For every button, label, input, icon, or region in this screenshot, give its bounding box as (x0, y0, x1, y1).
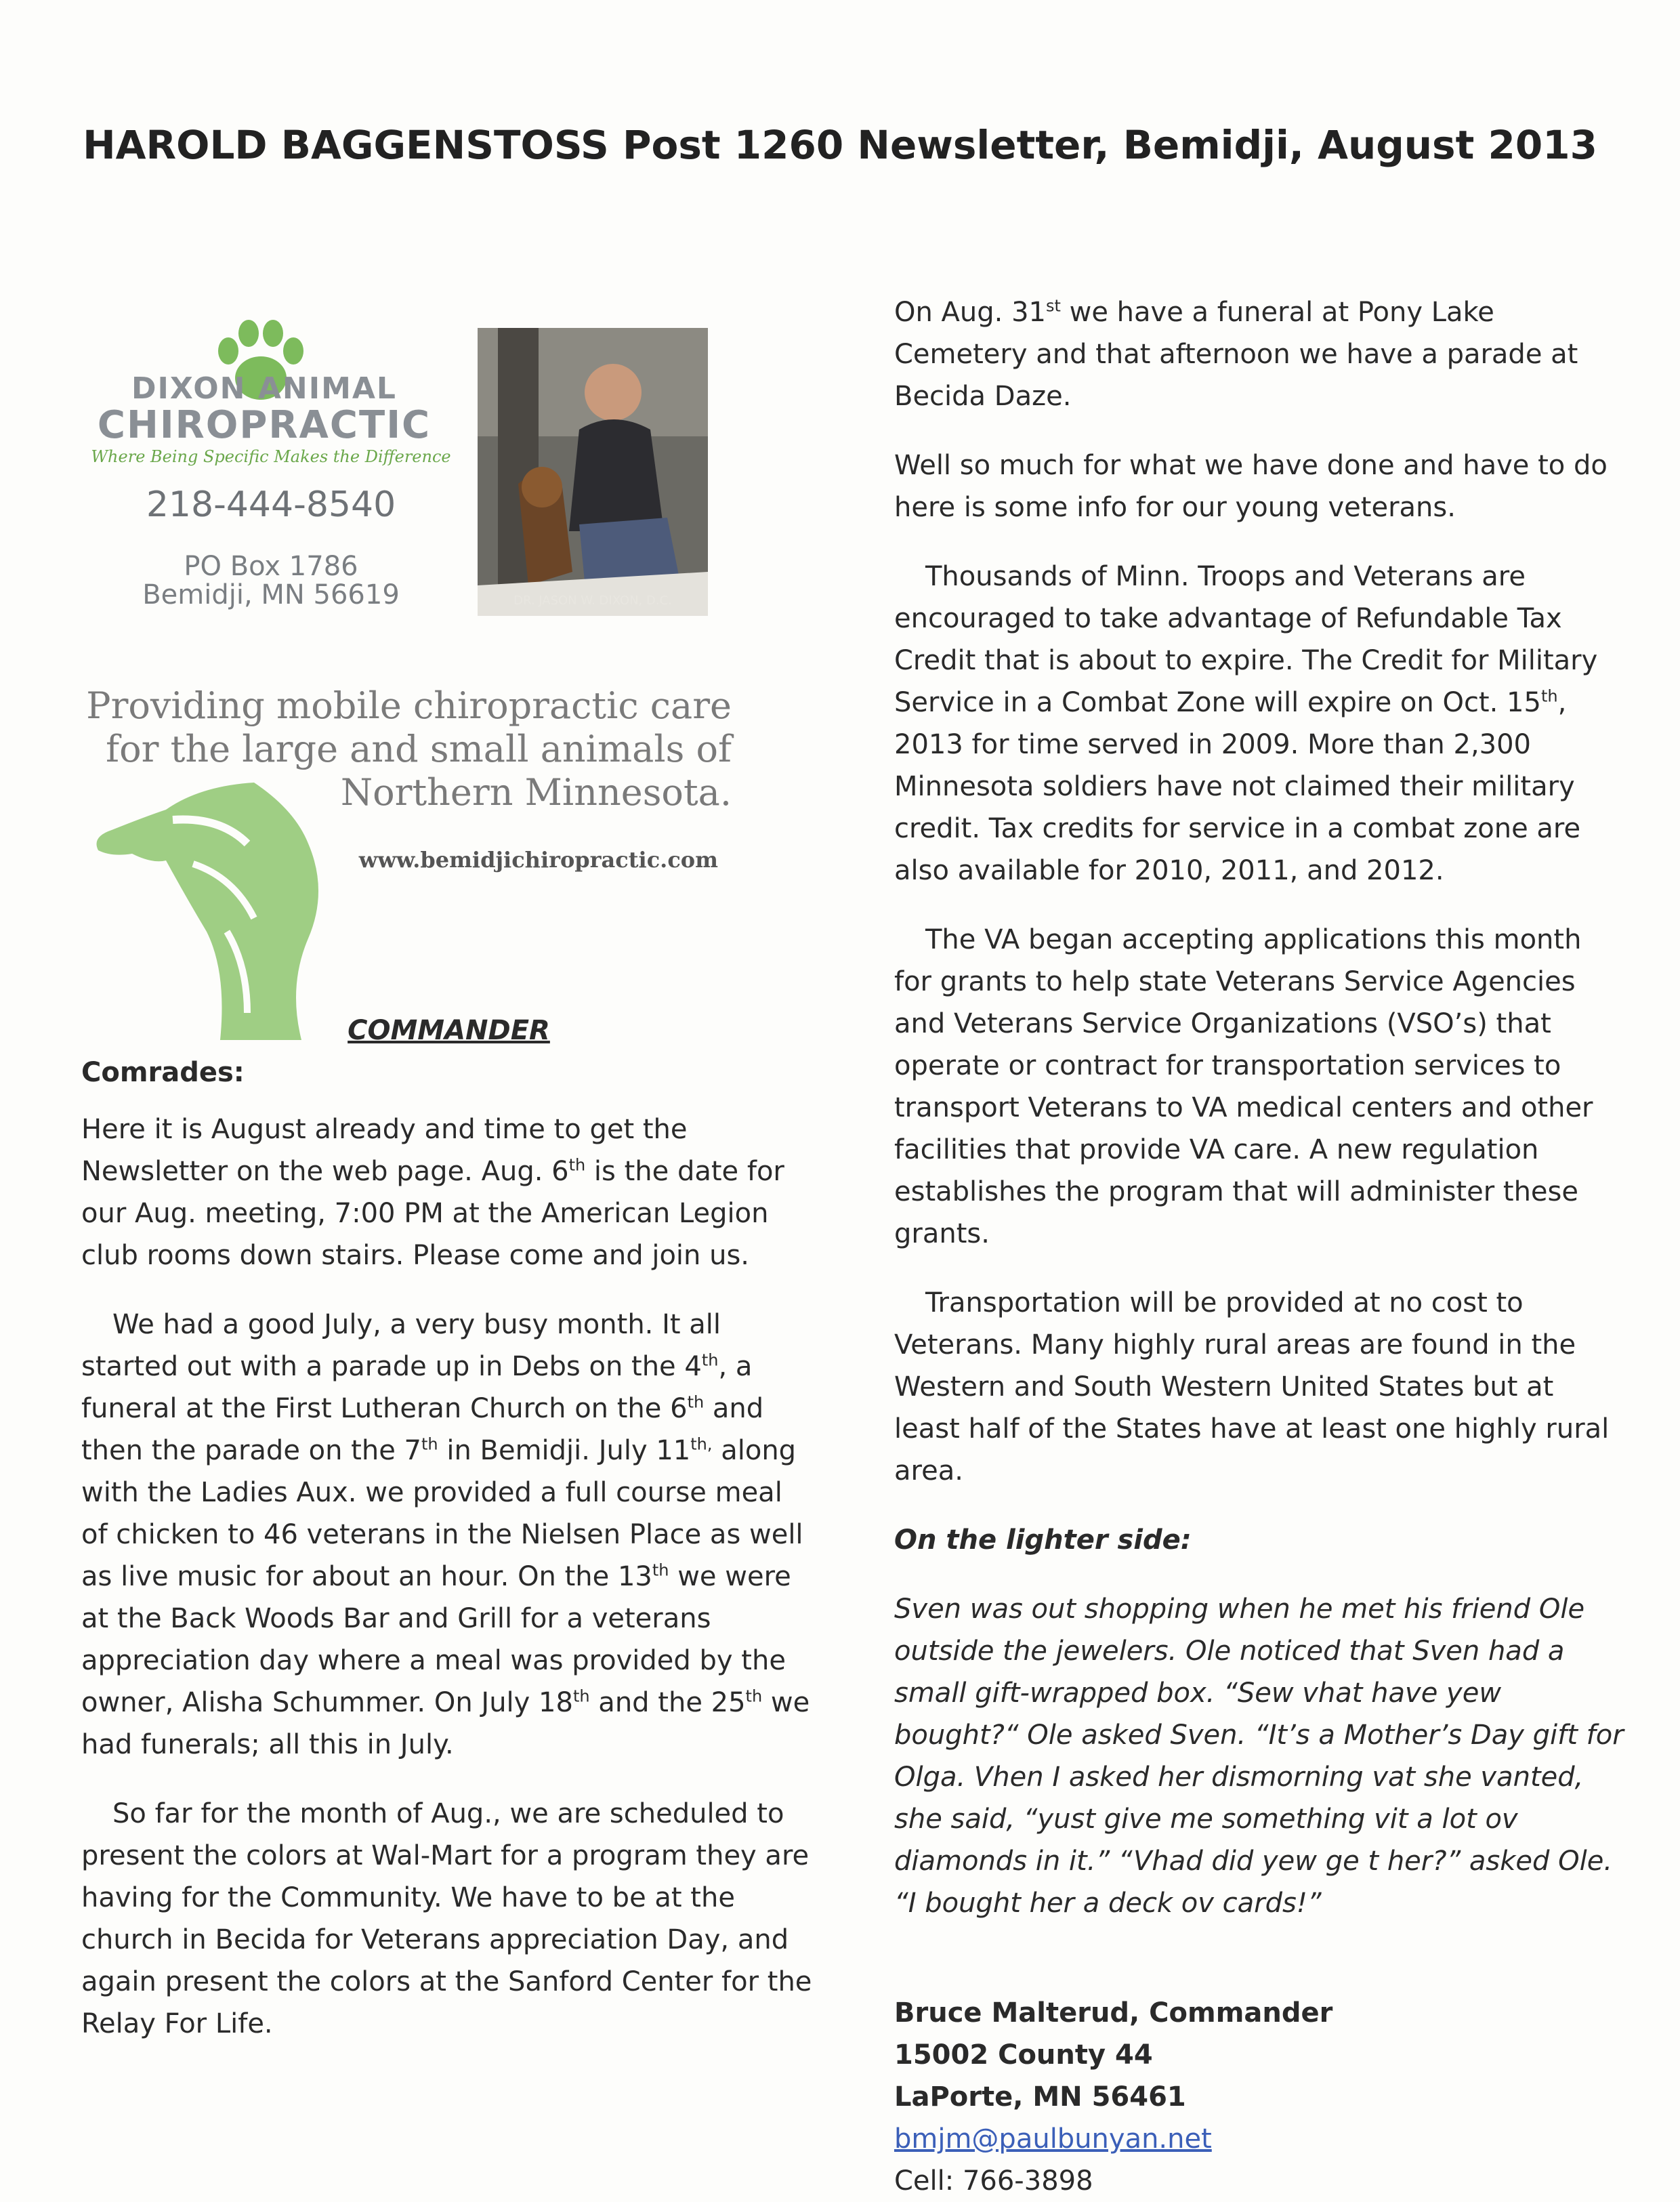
signature-address-2: LaPorte, MN 56461 (894, 2081, 1186, 2113)
po-city: Bemidji, MN 56619 (142, 579, 400, 610)
signature-name: Bruce Malterud, Commander (894, 1997, 1333, 2029)
commander-paragraph-3: So far for the month of Aug., we are scheduled to present the colors at Wal-Mart for a program they are having for the Community. We have to be at the church in Becida for Veterans appreciation Day, and again present the colors at the Sanford Center for the Relay For Life. (81, 1798, 812, 2039)
right-paragraph-5: Transportation will be provided at no cost to Veterans. Many highly rural areas are found in the Western and South Western United States but at least half of the States have at least one highly rural area. (894, 1287, 1610, 1487)
greeting: Comrades: (81, 1057, 245, 1088)
signature-email-link[interactable]: bmjm@paulbunyan.net (894, 2123, 1212, 2155)
joke-paragraph: Sven was out shopping when he met his friend Ole outside the jewelers. Ole noticed that Sven had a small gift-wrapped box. “Sew vhat have yew bought?“ Ole asked Sven. “It’s a Mother’s Day gift for Olga. Vhen I asked her dismorning vat she vanted, she said, “yust give me something vit a lot ov diamonds in it.” “Vhad did yew ge t her?” asked Ole. “I bought her a deck ov cards!” (894, 1594, 1624, 1919)
commander-column (81, 1010, 816, 2045)
ad-website: www.bemidjichiropractic.com (358, 847, 718, 873)
business-phone: 218-444-8540 (146, 484, 396, 525)
right-column (894, 291, 1626, 2202)
photo-caption: DR. JASON W. DIXON, D.C. (513, 594, 672, 608)
newsletter-title: HAROLD BAGGENSTOSS Post 1260 Newsletter, Bemidji, August 2013 (83, 122, 1597, 168)
signature-address-1: 15002 County 44 (894, 2039, 1153, 2071)
business-name-line1: DIXON ANIMAL (131, 371, 397, 406)
right-paragraph-2: Well so much for what we have done and have to do here is some info for our young veterans. (894, 450, 1608, 523)
business-name-line2: CHIROPRACTIC (97, 403, 432, 447)
right-paragraph-4: The VA began accepting applications this month for grants to help state Veterans Service Agencies and Veterans Service Organizations (VSO’s) that operate or contract for transportation services to transport Veterans to VA medical centers and other facilities that provide VA care. A new regulation establishes the program that will administer these grants. (894, 924, 1593, 1249)
business-tagline: Where Being Specific Makes the Difference (91, 447, 451, 466)
doctor-photo (478, 328, 708, 616)
providing-line-2: for the large and small animals of (106, 728, 732, 770)
commander-paragraph-2: We had a good July, a very busy month. It all started out with a parade up in Debs on the 4th, a funeral at the First Lutheran Church on the 6th and then the parade on the 7th in Bemidji. July $11^{th,}$ along with the Ladies Aux. we provided a full course meal of chicken to 46 veterans in the Nielsen Place as well as live music for about an hour. On the 13th we were at the Back Woods Bar and Grill for a veterans appreciation day where a meal was provided by the owner, Alisha Schummer. On July 18th and the 25th we had funerals; all this in July. (81, 1309, 810, 1760)
providing-line-3: Northern Minnesota. (340, 771, 732, 814)
right-paragraph-3: Thousands of Minn. Troops and Veterans are encouraged to take advantage of Refundable Tax Credit that is about to expire. The Credit for Military Service in a Combat Zone will expire on Oct. 15th, 2013 for time served in 2009. More than 2,300 Minnesota soldiers have not claimed their military credit. Tax credits for service in a combat zone are also available for 2010, 2011, and 2012. (894, 561, 1598, 886)
commander-paragraph-1: Here it is August already and time to get the Newsletter on the web page. Aug. 6th is the date for our Aug. meeting, 7:00 PM at the American Legion club rooms down stairs. Please come and join us. (81, 1114, 784, 1271)
commander-heading: COMMANDER (348, 1015, 550, 1046)
lighter-side-heading: On the lighter side: (894, 1524, 1192, 1556)
right-paragraph-1: On Aug. 31st we have a funeral at Pony Lake Cemetery and that afternoon we have a parade at Becida Daze. (894, 296, 1578, 412)
ad-providing-text (68, 684, 732, 814)
providing-line-1: Providing mobile chiropractic care (86, 684, 732, 727)
signature-cell: Cell: 766-3898 (894, 2165, 1093, 2197)
po-box: PO Box 1786 (184, 551, 358, 582)
dixon-chiropractic-logo (88, 318, 467, 610)
business-address (102, 552, 440, 609)
signature-block (894, 1992, 1626, 2202)
doctor-with-dog-image (478, 328, 708, 616)
